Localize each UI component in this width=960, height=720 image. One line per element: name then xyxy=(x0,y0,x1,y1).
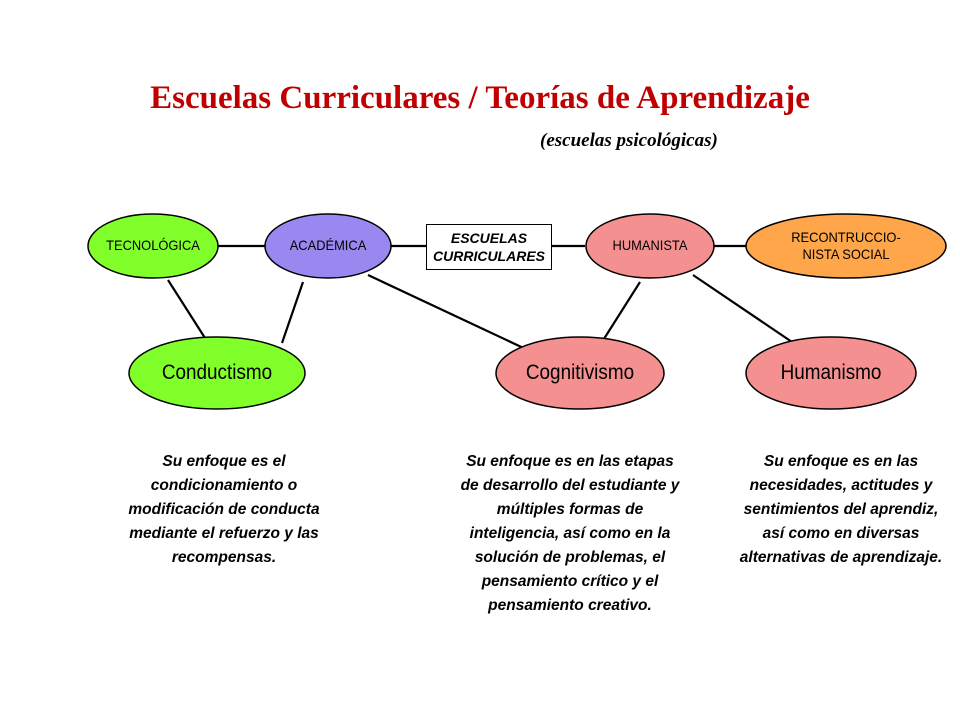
connector-academica-conductismo xyxy=(282,282,303,343)
label-academica: ACADÉMICA xyxy=(289,237,367,254)
label-humanismo: Humanismo xyxy=(780,360,882,384)
connector-tecnologica-conductismo xyxy=(168,280,205,338)
connector-humanista-humanismo xyxy=(693,275,792,342)
diagram-title: Escuelas Curriculares / Teorías de Aprendizaje xyxy=(150,80,810,116)
label-reconstruccionista: RECONTRUCCIO- NISTA SOCIAL xyxy=(791,228,901,262)
label-humanista: HUMANISTA xyxy=(612,237,688,254)
diagram-subtitle: (escuelas psicológicas) xyxy=(540,130,718,151)
connector-academica-cognitivismo xyxy=(368,275,532,352)
description-cognitivismo: Su enfoque es en las etapas de desarrollo del estudiante y múltiples formas de inteligencia, así como en la solución de problemas, el pensamiento crítico y el pensamiento creativo. xyxy=(460,453,680,614)
label-conductismo: Conductismo xyxy=(161,360,273,384)
description-humanismo: Su enfoque es en las necesidades, actitudes y sentimientos del aprendiz, así como en diversas alternativas de aprendizaje. xyxy=(739,453,943,566)
center-box-escuelas-curriculares: ESCUELAS CURRICULARES xyxy=(426,224,552,270)
description-conductismo: Su enfoque es el condicionamiento o modificación de conducta mediante el refuerzo y las recompensas. xyxy=(128,453,320,566)
label-cognitivismo: Cognitivismo xyxy=(525,360,635,384)
connector-humanista-cognitivismo xyxy=(602,282,640,342)
label-tecnologica: TECNOLÓGICA xyxy=(106,237,200,254)
